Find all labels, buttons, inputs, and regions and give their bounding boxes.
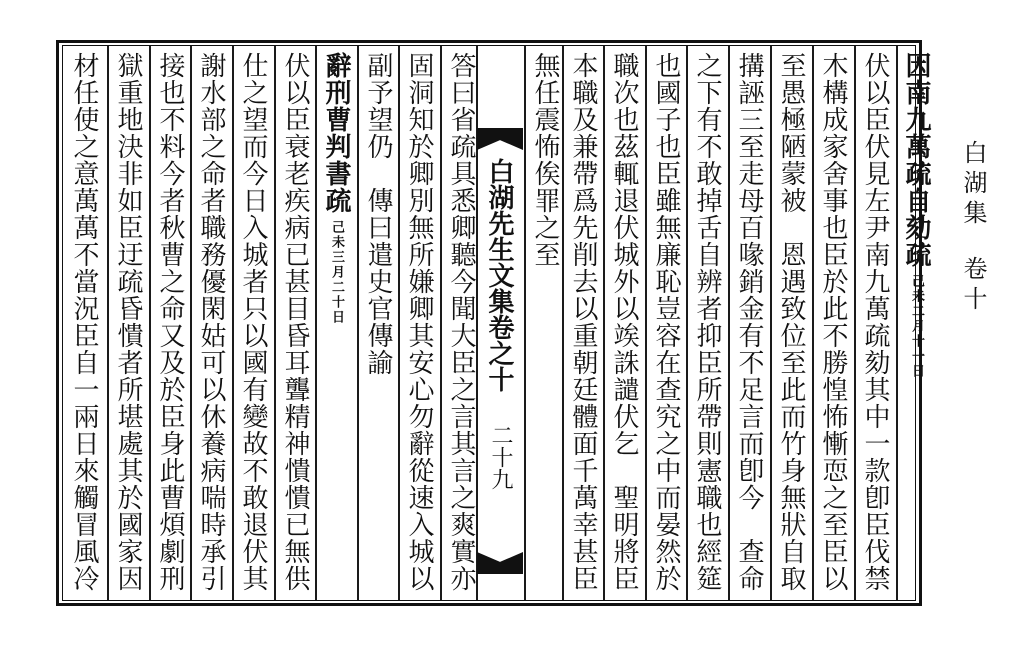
memorial-title-2: 辭刑曹判書疏己未三月二十日 <box>321 52 351 325</box>
text-column: 材任使之意萬萬不當況臣自一兩日來觸冒風冷 <box>69 52 99 592</box>
text-column: 搆誣三至走母百喙銷金有不足言而卽今 查命 <box>734 52 764 592</box>
text-column: 職次也茲輒退伏城外以竢誅譴伏乞 聖明將臣 <box>609 52 639 592</box>
text-column: 獄重地決非如臣迂疏昏憒者所堪處其於國家因 <box>113 52 143 592</box>
page-number: 二十九 <box>488 424 513 490</box>
fishtail-bottom-icon <box>477 552 523 574</box>
text-column: 木構成家舍事也臣於此不勝惶怖慚恧之至臣以 <box>818 52 848 592</box>
text-column: 也國子也臣雖無廉恥豈容在查究之中而晏然於 <box>651 52 681 592</box>
memorial-date-2: 己未三月二十日 <box>329 220 344 325</box>
running-header-book: 白湖集 <box>959 140 987 230</box>
fold-title: 白湖先生文集卷之十 <box>484 158 514 392</box>
text-column: 之下有不敢掉舌自辨者抑臣所帶則憲職也經筵 <box>692 52 722 592</box>
memorial-date-1: 己未二月十一日 <box>909 274 924 379</box>
text-column: 副予望仍 傳曰遣史官傳諭 <box>363 52 393 376</box>
text-column: 固洞知於卿別無所嫌卿其安心勿辭從速入城以 <box>404 52 434 592</box>
fishtail-top-icon <box>477 128 523 150</box>
running-header-volume: 卷十 <box>959 256 987 316</box>
text-column: 謝水部之命者職務優閑姑可以休養病喘時承引 <box>196 52 226 592</box>
text-column: 答曰省疏具悉卿聽今聞大臣之言其言之爽實亦 <box>446 52 476 592</box>
text-column: 本職及兼帶爲先削去以重朝廷體面千萬幸甚臣 <box>568 52 598 592</box>
text-column: 仕之望而今日入城者只以國有變故不敢退伏其 <box>238 52 268 592</box>
text-column: 接也不料今者秋曹之命又及於臣身此曹煩劇刑 <box>155 52 185 592</box>
text-column: 至愚極陋蒙被 恩遇致位至此而竹身無狀自取 <box>776 52 806 592</box>
text-column: 伏以臣伏見左尹南九萬疏劾其中一款卽臣伐禁 <box>860 52 890 592</box>
running-header <box>956 140 991 580</box>
fold-column <box>477 128 523 574</box>
text-column: 無任震怖俟罪之至 <box>530 52 560 268</box>
memorial-title-1: 因南九萬疏自劾疏己未二月十一日 <box>901 52 931 379</box>
text-column: 伏以臣衰老疾病已甚目昏耳聾精神憒憒已無供 <box>280 52 310 592</box>
